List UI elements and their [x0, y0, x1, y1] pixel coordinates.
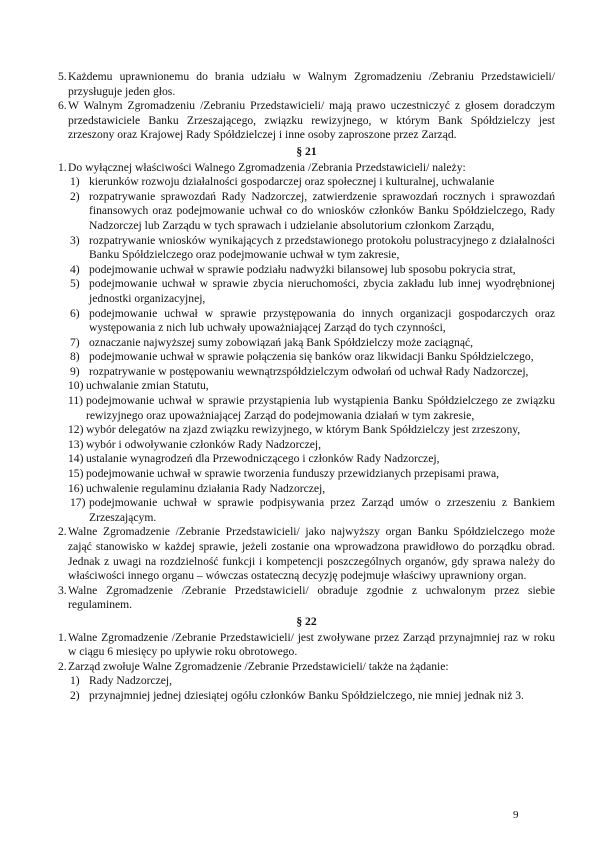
paragraph-number: 5.	[58, 70, 67, 83]
paragraph-number: 2.	[58, 525, 67, 539]
s21-paragraph-3	[58, 584, 555, 613]
item-text: wybór i odwoływanie członków Rady Nadzorczej,	[86, 437, 322, 451]
item-text: rozpatrywanie sprawozdań Rady Nadzorczej, zatwierdzenie sprawozdań rocznych i sprawozdań finansowych oraz podejmowanie uchwał co do wniosków członków Banku Spółdzielczego, Rady Nadzorczej lub Zarządu w tych sprawach i udzielanie absolutorium członkom Zarządu,	[89, 189, 555, 232]
paragraph-text: Każdemu uprawnionemu do brania udziału w Walnym Zgromadzeniu /Zebraniu Przedstawicieli/ przysługuje jeden głos.	[68, 70, 555, 98]
paragraph-6	[58, 99, 555, 143]
list-item	[58, 190, 555, 234]
item-number: 17)	[70, 496, 86, 510]
item-text: podejmowanie uchwał w sprawie przystąpienia lub wystąpienia Banku Spółdzielczego ze związku rewizyjnego oraz upoważniającej Zarząd do podejmowania działań w tym zakresie,	[86, 394, 555, 422]
document-content	[58, 70, 555, 704]
item-number: 2)	[70, 189, 80, 203]
item-number: 10)	[68, 379, 84, 393]
paragraph-text: Walne Zgromadzenie /Zebranie Przedstawicieli/ jest zwoływane przez Zarząd przynajmniej raz w roku w ciągu 6 miesięcy po upływie roku obrotowego.	[68, 630, 555, 659]
item-text: kierunków rozwoju działalności gospodarczej oraz społecznej i kulturalnej, uchwalanie	[89, 175, 495, 189]
page-number: 9	[513, 809, 519, 821]
list-item	[58, 394, 555, 423]
item-number: 1)	[70, 674, 80, 688]
item-number: 14)	[68, 452, 84, 466]
item-text: podejmowanie uchwał w sprawie połączenia się banków oraz likwidacji Banku Spółdzielczego,	[89, 350, 534, 364]
item-number: 16)	[68, 481, 84, 495]
item-text: ustalanie wynagrodzeń dla Przewodniczącego i członków Rady Nadzorczej,	[86, 452, 440, 466]
item-number: 8)	[70, 350, 80, 364]
item-text: wybór delegatów na zjazd związku rewizyjnego, w którym Bank Spółdzielczy jest zrzeszony,	[86, 423, 521, 437]
item-number: 3)	[70, 233, 80, 247]
s21-item-list	[58, 175, 555, 525]
item-number: 1)	[70, 175, 80, 189]
paragraph-number: 1.	[58, 160, 67, 174]
list-item	[58, 277, 555, 306]
item-number: 2)	[70, 688, 80, 702]
paragraph-text: Zarząd zwołuje Walne Zgromadzenie /Zebranie Przedstawicieli/ także na żądanie:	[68, 659, 449, 673]
item-number: 6)	[70, 306, 80, 320]
list-item	[58, 336, 555, 351]
item-number: 11)	[68, 394, 84, 408]
s21-paragraph-2	[58, 525, 555, 583]
item-number: 15)	[68, 467, 84, 481]
list-item	[58, 467, 555, 482]
s22-paragraph-2	[58, 660, 555, 675]
list-item	[58, 365, 555, 380]
list-item	[58, 379, 555, 394]
paragraph-text: Do wyłącznej właściwości Walnego Zgromadzenia /Zebrania Przedstawicieli/ należy:	[68, 160, 466, 174]
list-item	[58, 452, 555, 467]
list-item	[58, 263, 555, 278]
item-text: oznaczanie najwyższej sumy zobowiązań jaką Bank Spółdzielczy może zaciągnąć,	[89, 335, 474, 349]
section-heading-21: § 21	[296, 144, 317, 158]
list-item	[58, 496, 555, 525]
paragraph-text: Walne Zgromadzenie /Zebranie Przedstawicieli/ jako najwyższy organ Banku Spółdzielczego może zająć stanowisko w każdej sprawie, jeżeli zostanie ona wprowadzona prawidłowo do porządku obrad. Jednak z uwagi na rozdzielność funkcji i kompetencji poszczególnych organów, gdy sprawa należy do właściwości innego organu – wówczas ostateczną decyzję podejmuje właściwy uprawniony organ.	[68, 525, 555, 583]
paragraph-number: 3.	[58, 583, 67, 597]
item-text: Rady Nadzorczej,	[89, 674, 173, 688]
item-text: uchwalenie regulaminu działania Rady Nadzorczej,	[86, 481, 326, 495]
s21-paragraph-1	[58, 161, 555, 176]
item-text: uchwalanie zmian Statutu,	[86, 379, 209, 393]
list-item	[58, 689, 555, 704]
paragraph-number: 1.	[58, 630, 67, 644]
item-text: rozpatrywanie wniosków wynikających z przedstawionego protokołu polustracyjnego z działalności Banku Spółdzielczego oraz podejmowanie uchwał w tym zakresie,	[89, 233, 555, 262]
list-item	[58, 350, 555, 365]
section-heading-22: § 22	[296, 614, 317, 628]
item-number: 9)	[70, 364, 80, 378]
list-item	[58, 482, 555, 497]
item-number: 7)	[70, 335, 80, 349]
item-text: rozpatrywanie w postępowaniu wewnątrzspółdzielczym odwołań od uchwał Rady Nadzorczej,	[89, 364, 529, 378]
item-number: 12)	[68, 423, 84, 437]
list-item	[58, 423, 555, 438]
item-text: przynajmniej jednej dziesiątej ogółu członków Banku Spółdzielczego, nie mniej jednak niż 3.	[89, 688, 524, 702]
paragraph-number: 2.	[58, 659, 67, 673]
item-number: 5)	[70, 277, 80, 291]
paragraph-text: Walne Zgromadzenie /Zebranie Przedstawicieli/ obraduje zgodnie z uchwalonym przez siebie regulaminem.	[68, 583, 555, 612]
item-text: podejmowanie uchwał w sprawie zbycia nieruchomości, zbycia zakładu lub innej wyodrębnionej jednostki organizacyjnej,	[89, 277, 555, 305]
item-number: 13)	[68, 437, 84, 451]
list-item	[58, 674, 555, 689]
item-text: podejmowanie uchwał w sprawie tworzenia funduszy przewidzianych przepisami prawa,	[86, 467, 500, 481]
item-text: podejmowanie uchwał w sprawie podziału nadwyżki bilansowej lub sposobu pokrycia strat,	[89, 262, 516, 276]
list-item	[58, 175, 555, 190]
item-text: podejmowanie uchwał w sprawie podpisywania przez Zarząd umów o zrzeszeniu z Bankiem Zrzeszającym.	[89, 496, 555, 524]
list-item	[58, 234, 555, 263]
item-text: podejmowanie uchwał w sprawie przystępowania do innych organizacji gospodarczych oraz występowania z nich lub uchwały upoważniającej Zarząd do tych czynności,	[89, 306, 555, 335]
paragraph-text: W Walnym Zgromadzeniu /Zebraniu Przedstawicieli/ mają prawo uczestniczyć z głosem doradczym przedstawiciele Banku Zrzeszającego, związku rewizyjnego, w którym Bank Spółdzielczy jest zrzeszony oraz Krajowej Rady Spółdzielczej i inne osoby zaproszone przez Zarząd.	[68, 99, 555, 142]
paragraph-number: 6.	[58, 99, 67, 113]
s22-paragraph-1	[58, 631, 555, 660]
item-number: 4)	[70, 262, 80, 276]
list-item	[58, 307, 555, 336]
paragraph-5	[58, 70, 555, 99]
list-item	[58, 438, 555, 453]
s22-item-list	[58, 674, 555, 703]
